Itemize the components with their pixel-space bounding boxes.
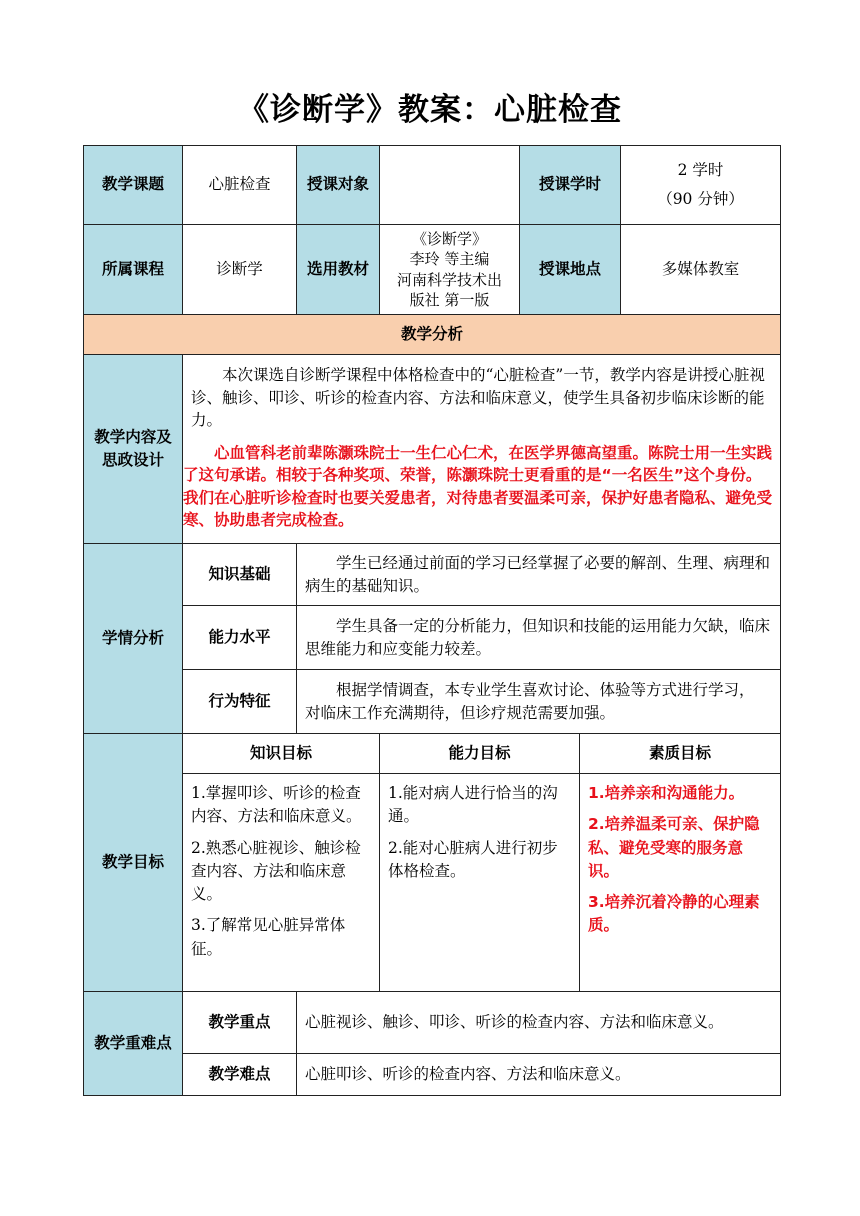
audience-value — [380, 146, 520, 225]
textbook-value — [380, 225, 520, 315]
place-label: 授课地点 — [520, 225, 621, 315]
content-text: 本次课选自诊断学课程中体格检查中的“心脏检查”一节，教学内容是讲授心脏视诊、触诊、叩诊、听诊的检查内容、方法和临床意义，使学生具备初步临床诊断的能力。 — [191, 366, 765, 430]
goals-label: 教学目标 — [84, 734, 183, 992]
difficulty-text: 心脏叩诊、听诊的检查内容、方法和临床意义。 — [297, 1054, 781, 1096]
hours-minutes: （90 分钟） — [657, 190, 744, 208]
analysis-header: 教学分析 — [84, 315, 781, 355]
course-label: 所属课程 — [84, 225, 183, 315]
audience-label: 授课对象 — [297, 146, 380, 225]
students-label: 学情分析 — [84, 544, 183, 734]
textbook-label: 选用教材 — [297, 225, 380, 315]
students-row-label: 能力水平 — [183, 606, 297, 670]
content-label-line: 思政设计 — [101, 451, 164, 469]
students-row-paragraph: 学生已经通过前面的学习已经掌握了必要的解剖、生理、病理和病生的基础知识。 — [305, 554, 771, 595]
content-cell — [183, 355, 781, 544]
topic-value: 心脏检查 — [183, 146, 297, 225]
focus-label: 教学重点 — [183, 992, 297, 1054]
textbook-line: 《诊断学》 — [411, 230, 487, 248]
knowledge-goal-item: 3.了解常见心脏异常体征。 — [191, 916, 346, 958]
content-label — [84, 355, 183, 544]
knowledge-goal-item: 1.掌握叩诊、听诊的检查内容、方法和临床意义。 — [191, 784, 362, 826]
ability-goals — [380, 774, 580, 992]
knowledge-goals — [183, 774, 380, 992]
quality-goals — [580, 774, 781, 992]
topic-label: 教学课题 — [84, 146, 183, 225]
textbook-line: 版社 第一版 — [409, 290, 490, 309]
students-row-text — [297, 606, 781, 670]
textbook-line: 河南科学技术出 — [396, 270, 502, 289]
focus-text: 心脏视诊、触诊、叩诊、听诊的检查内容、方法和临床意义。 — [297, 992, 781, 1054]
knowledge-goal-header: 知识目标 — [183, 734, 380, 774]
difficulty-label: 教学难点 — [183, 1054, 297, 1096]
hours-value — [621, 146, 781, 225]
page-title: 《诊断学》教案：心脏检查 — [238, 92, 622, 128]
ability-goal-header: 能力目标 — [380, 734, 580, 774]
course-value: 诊断学 — [183, 225, 297, 315]
ability-goal-item: 1.能对病人进行恰当的沟通。 — [388, 784, 558, 826]
quality-goal-item: 2.培养温柔可亲、保护隐私、避免受寒的服务意识。 — [588, 815, 760, 880]
keypoints-label: 教学重难点 — [84, 992, 183, 1096]
students-row-paragraph: 学生具备一定的分析能力，但知识和技能的运用能力欠缺，临床思维能力和应变能力较差。 — [305, 617, 771, 658]
lesson-plan-table — [83, 145, 781, 1096]
quality-goal-header: 素质目标 — [580, 734, 781, 774]
students-row-text — [297, 670, 781, 734]
students-row-text — [297, 544, 781, 606]
quality-goal-item: 1.培养亲和沟通能力。 — [588, 784, 745, 802]
students-row-label: 行为特征 — [183, 670, 297, 734]
students-row-paragraph: 根据学情调查，本专业学生喜欢讨论、体验等方式进行学习， 对临床工作充满期待，但诊疗规范需要加强。 — [305, 681, 755, 722]
knowledge-goal-item: 2.熟悉心脏视诊、触诊检查内容、方法和临床意义。 — [191, 838, 361, 903]
hours-count: 2 学时 — [677, 160, 724, 179]
place-value: 多媒体教室 — [621, 225, 781, 315]
textbook-line: 李玲 等主编 — [409, 250, 490, 269]
ability-goal-item: 2.能对心脏病人进行初步体格检查。 — [388, 838, 558, 880]
quality-goal-item: 3.培养沉着冷静的心理素质。 — [588, 893, 760, 935]
content-label-line: 教学内容及 — [94, 427, 172, 446]
ideology-text: 心血管科老前辈陈灏珠院士一生仁心仁术，在医学界德高望重。陈院士用一生实践了这句承诺。相较于各种奖项、荣誉，陈灏珠院士更看重的是“一名医生”这个身份。我们在心脏听诊检查时也要关爱患者，对待患者要温柔可亲，保护好患者隐私、避免受寒、协助患者完成检查。 — [183, 443, 773, 530]
students-row-label: 知识基础 — [183, 544, 297, 606]
hours-label: 授课学时 — [520, 146, 621, 225]
